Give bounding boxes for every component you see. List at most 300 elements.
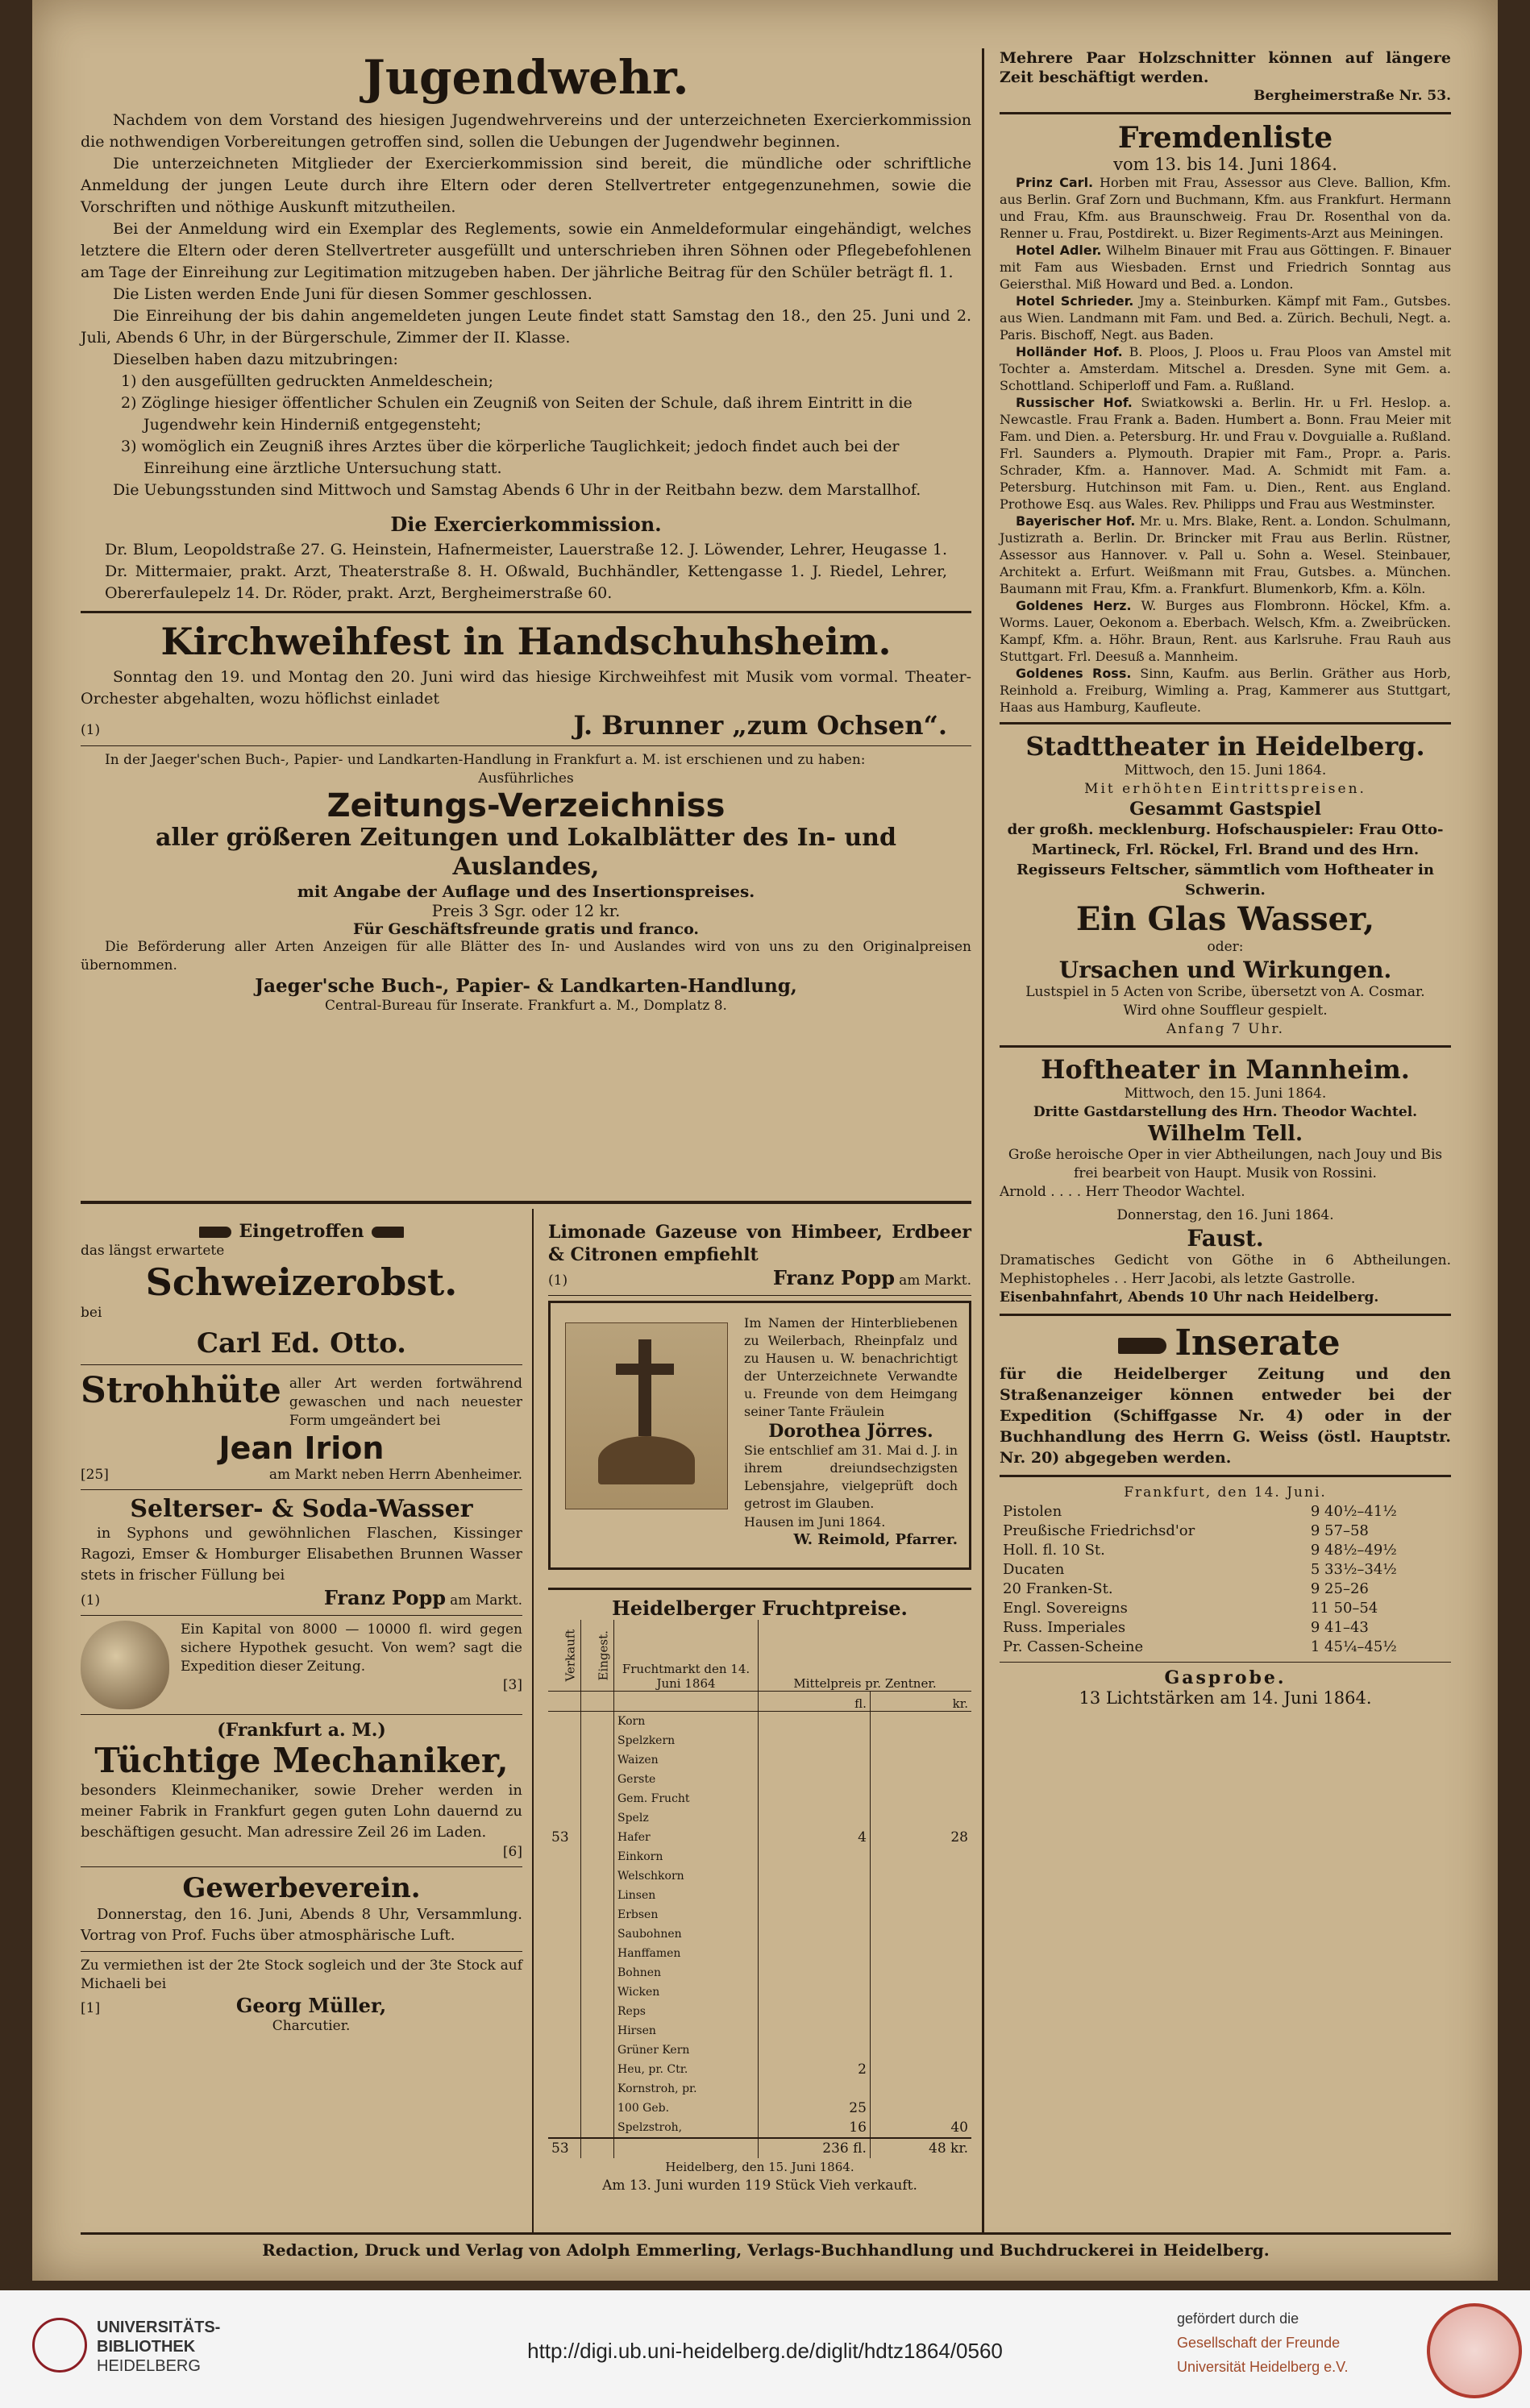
table-cell: Engl. Sovereigns (1003, 1600, 1128, 1617)
table-cell (581, 1808, 614, 1828)
table-cell (581, 2002, 614, 2021)
zeitung-title: Zeitungs-Verzeichniss (326, 787, 726, 824)
table-cell: 11 50–54 (1310, 1600, 1378, 1617)
divider-bottom (81, 2232, 1451, 2235)
st-play2: Ursachen und Wirkungen. (1058, 957, 1392, 983)
popp-name: Franz Popp (323, 1586, 447, 1609)
table-cell (548, 1750, 581, 1770)
table-cell: 4 (759, 1828, 871, 1847)
table-row (548, 1847, 971, 1866)
divider (1000, 1314, 1451, 1316)
hotel-guests: Sinn, Kaufm. aus Berlin. Gräther aus Horb, Reinhold a. Freiburg, Wimling a. Prag, Kammerer aus Stuttgart, Haas aus Hamburg, Kaufleute. (1000, 666, 1452, 715)
hotel-name: Prinz Carl. (1016, 175, 1094, 190)
hotel-guests: Wilhelm Binauer mit Frau aus Göttingen. F. Binauer mit Fam aus Wiesbaden. Ernst und Friedrich Sonntag aus Geiersthal. Miß Howard und Bed. a. London. (1000, 243, 1451, 292)
divider (81, 611, 971, 613)
hotel-guests: Swiatkowski a. Berlin. Hr. u Frl. Heslop. a. Newcastle. Frau Frank a. Baden. Humbert a. Bonn. Frau Meier mit Fam. und Dien. a. Petersburg. Hr. und Frau v. Dovguialle a. Rußland. Frl. Saunders a. Plymouth. Drapier mit Fam., Propr. a. Paris. Schrader, Kfm. a. Hannover. Mad. A. Schmidt mit Fam. a. Petersburg. Hutchinson mit Fam. u. Dien., Rent. aus England. Prothowe Esq. aus Wales. Rev. Philipps und Frau aus Westminster. (1000, 395, 1451, 512)
divider (81, 1951, 522, 1952)
st-oder: oder: (1207, 939, 1244, 955)
grave-cross-icon (565, 1322, 728, 1509)
gewerbe-text: Donnerstag, den 16. Juni, Abends 8 Uhr, Versammlung. Vortrag von Prof. Fuchs über atmosphärische Luft. (81, 1906, 522, 1944)
table-row (548, 1924, 971, 1944)
table-row (548, 2041, 971, 2060)
column-rule-left (532, 1209, 534, 2232)
sponsor-line-3: Universität Heidelberg e.V. (1177, 2359, 1349, 2375)
st-play: Ein Glas Wasser, (1075, 900, 1375, 938)
st-text: Lustspiel in 5 Acten von Scribe, übersetzt von A. Cosmar. (1025, 984, 1425, 1000)
table-cell (548, 2021, 581, 2041)
obituary-name: Dorothea Jörres. (768, 1421, 933, 1442)
table-cell (548, 1770, 581, 1789)
list-item: 3) womöglich ein Zeugniß ihres Arztes über die körperliche Tauglichkeit; jedoch findet auch bei der Einreihung eine ärztliche Untersuchung statt. (121, 438, 900, 477)
irion-num: [25] (81, 1467, 109, 1483)
hotel-name: Russischer Hof. (1016, 395, 1133, 410)
inserate-title: Inserate (1175, 1322, 1341, 1364)
mh-eisen: Eisenbahnfahrt, Abends 10 Uhr nach Heidelberg. (1000, 1289, 1379, 1306)
limonade-text: Limonade Gazeuse von Himbeer, Erdbeer & Citronen empfiehlt (548, 1222, 971, 1265)
zeitung-firm2: Central-Bureau für Inserate. Frankfurt a. M., Domplatz 8. (325, 998, 727, 1014)
list-item (1000, 293, 1451, 343)
geld-table (1000, 1502, 1451, 1657)
divider (1000, 1662, 1451, 1663)
zeitung-section (81, 751, 971, 1015)
inserate-text: für die Heidelberger Zeitung und den Straßenanzeiger können entweder bei der Expedition (Schiffgasse Nr. 4) oder in der Buchhandlung des Herrn G. Weiss (östl. Hauptstr. Nr. 20) abgegeben werden. (1000, 1365, 1451, 1467)
table-cell (548, 1905, 581, 1924)
strohhuete-title: Strohhüte (81, 1370, 281, 1411)
table-cell: Waizen (614, 1750, 759, 1770)
money-bag-icon (81, 1621, 169, 1709)
table-row (548, 1712, 971, 1732)
table-row (1000, 1502, 1451, 1522)
selters-num: (1) (81, 1592, 101, 1609)
holz-text: Mehrere Paar Holzschnitter können auf längere Zeit beschäftigt werden. (1000, 49, 1451, 86)
table-row (548, 2079, 971, 2099)
table-cell: Wicken (614, 1982, 759, 2002)
hotel-guests: W. Burges aus Flombronn. Höckel, Kfm. a. Worms. Lauer, Oekonom a. Eberbach. Welsch, Kfm. a. Zweibrücken. Kampf, Kfm. a. Höhr. Braun, Rent. aus Karlsruhe. Frau Rauh aus Stuttgart. Frl. Deesuß a. Mannheim. (1000, 598, 1451, 664)
table-cell (759, 1944, 871, 1963)
mueller-name: Georg Müller, (235, 1994, 387, 2017)
strohhuete-text: aller Art werden fortwährend gewaschen und nach neuester Form umgeändert bei (289, 1376, 522, 1429)
table-cell (581, 1770, 614, 1789)
pointing-hand-icon (372, 1227, 404, 1238)
zeitung-text: Die Beförderung aller Arten Anzeigen für alle Blätter des In- und Auslandes wird von uns zu den Originalpreisen übernommen. (81, 939, 971, 974)
table-cell (759, 1731, 871, 1750)
table-row (1000, 1541, 1451, 1560)
middle-column (548, 1221, 971, 2195)
table-cell: Erbsen (614, 1905, 759, 1924)
table-cell (870, 1789, 971, 1808)
hotel-guests: Mr. u. Mrs. Blake, Rent. a. London. Schulmann, Justizrath a. Berlin. Dr. Brincker mit Frau aus Berlin. Rüstner, Assessor aus Hannover. v. Pall u. Sohn a. Wesel. Steinbauer, Architekt a. Erfurt. Weißmann mit Frau, Gutsbes. a. München. Baumann mit Frau, Kfm. a. Frankfurt. Blumenkorb, Kfm. a. Köln. (1000, 513, 1451, 596)
table-cell (581, 1828, 614, 1847)
table-cell (581, 1905, 614, 1924)
table-cell (548, 1712, 581, 1732)
kapital-num: [3] (502, 1677, 522, 1693)
signature-title: Die Exercierkommission. (390, 513, 662, 536)
table-cell (870, 1712, 971, 1732)
limo-addr: am Markt. (899, 1273, 971, 1289)
table-cell: 9 48½–49½ (1310, 1542, 1397, 1559)
table-cell (581, 2060, 614, 2079)
limo-num: (1) (548, 1273, 568, 1289)
frankfurt-label: (Frankfurt a. M.) (217, 1720, 386, 1741)
table-cell: Spelz (614, 1808, 759, 1828)
mannheim-title: Hoftheater in Mannheim. (1041, 1054, 1410, 1085)
mh-faust: Faust. (1187, 1225, 1264, 1252)
mh-faust-text: Dramatisches Gedicht von Göthe in 6 Abtheilungen. Mephistopheles . . Herr Jacobi, als letzte Gastrolle. (1000, 1252, 1451, 1287)
fremdenliste-date: vom 13. bis 14. Juni 1864. (1113, 155, 1337, 174)
signature-names: Dr. Blum, Leopoldstraße 27. G. Heinstein, Hafnermeister, Lauerstraße 12. J. Löwender, Lehrer, Heugasse 1. Dr. Mittermaier, prakt. Arzt, Theaterstraße 8. H. Oßwald, Buchhändler, Kettengasse 1. J. Riedel, Lehrer, Obererfaulepelz 14. Dr. Röder, prakt. Arzt, Bergheimerstraße 60. (105, 541, 947, 602)
fremdenliste-title: Fremdenliste (1117, 121, 1333, 155)
table-row (548, 2118, 971, 2138)
table-cell: 5 33½–34½ (1310, 1561, 1397, 1578)
table-cell (759, 1886, 871, 1905)
table-row (548, 1866, 971, 1886)
table-cell (548, 1847, 581, 1866)
hotel-name: Goldenes Herz. (1016, 598, 1132, 613)
divider (1000, 112, 1451, 114)
table-cell (581, 2079, 614, 2099)
table-cell (581, 2099, 614, 2118)
table-cell (548, 1924, 581, 1944)
hotel-name: Bayerischer Hof. (1016, 513, 1136, 529)
table-row (548, 2060, 971, 2079)
table-cell: Linsen (614, 1886, 759, 1905)
jugendwehr-paragraph: Nachdem von dem Vorstand des hiesigen Jugendwehrvereins und der unterzeichneten Exercierkommission die nothwendigen Vorbereitungen getroffen sind, sollen die Uebungen der Jugendwehr beginnen. (81, 111, 971, 151)
table-cell (548, 1982, 581, 2002)
table-cell (870, 1808, 971, 1828)
list-item (1000, 174, 1451, 242)
table-cell: Reps (614, 2002, 759, 2021)
table-cell (548, 2099, 581, 2118)
hotel-name: Hotel Schrieder. (1016, 293, 1134, 309)
jugendwehr-list (81, 371, 971, 480)
vieh-text: Am 13. Juni wurden 119 Stück Vieh verkauft. (602, 2178, 917, 2194)
zeitung-price: Preis 3 Sgr. oder 12 kr. (431, 901, 621, 920)
table-cell (759, 1982, 871, 2002)
table-row (548, 2002, 971, 2021)
table-cell (548, 1866, 581, 1886)
table-cell (870, 2041, 971, 2060)
mueller-num: [1] (81, 2000, 101, 2016)
frucht-head-markt: Fruchtmarkt den 14. Juni 1864 (614, 1620, 759, 1692)
zeitung-title3: mit Angabe der Auflage und des Insertionspreises. (297, 882, 755, 901)
table-cell: Ducaten (1003, 1561, 1065, 1578)
left-wide-column (81, 48, 971, 1015)
library-name-1: UNIVERSITÄTS- (97, 2319, 221, 2336)
frucht-head-preis: Mittelpreis pr. Zentner. (759, 1620, 972, 1692)
table-cell (870, 1924, 971, 1944)
table-cell (548, 2041, 581, 2060)
hotel-name: Goldenes Ross. (1016, 666, 1132, 681)
frucht-sub-kr: kr. (870, 1692, 971, 1712)
table-cell (548, 1963, 581, 1982)
kapital-text: Ein Kapital von 8000 — 10000 fl. wird gegen sichere Hypothek gesucht. Von wem? sagt die Expedition dieser Zeitung. (181, 1621, 522, 1675)
st-gast-text: der großh. mecklenburg. Hofschauspieler: Frau Otto-Martineck, Frl. Röckel, Frl. Brand und des Hrn. Regisseurs Feltscher, sämmtlich vom Hoftheater in Schwerin. (1007, 821, 1444, 899)
gewerbe-title: Gewerbeverein. (182, 1872, 421, 1904)
table-cell (548, 1731, 581, 1750)
table-cell (759, 1712, 871, 1732)
table-cell (581, 2138, 614, 2158)
permalink[interactable]: http://digi.ub.uni-heidelberg.de/diglit/hdtz1864/0560 (527, 2339, 1003, 2363)
table-cell: 9 40½–41½ (1310, 1503, 1397, 1520)
table-cell (759, 1789, 871, 1808)
table-cell (581, 1866, 614, 1886)
table-cell (581, 1789, 614, 1808)
table-cell: Russ. Imperiales (1003, 1619, 1126, 1636)
table-cell: Korn (614, 1712, 759, 1732)
table-cell: Holl. fl. 10 St. (1003, 1542, 1105, 1559)
table-cell: Hafer (614, 1828, 759, 1847)
hotel-guests: Horben mit Frau, Assessor aus Cleve. Ballion, Kfm. aus Berlin. Graf Zorn und Buchmann, Kfm. aus Frankfurt. Hermann und Frau, Kfm. aus Braunschweig. Frau Dr. Rosenthal von da. Renner u. Frau, Postdirekt. u. Bizer Regiments-Arzt aus Meiningen. (1000, 175, 1452, 241)
table-cell (581, 2041, 614, 2060)
table-row (1000, 1638, 1451, 1657)
table-cell (548, 2079, 581, 2099)
library-name-3: HEIDELBERG (97, 2357, 201, 2375)
frucht-title: Heidelberger Fruchtpreise. (612, 1596, 908, 1620)
mh-date2: Donnerstag, den 16. Juni 1864. (1116, 1207, 1334, 1223)
table-cell: 20 Franken-St. (1003, 1580, 1113, 1597)
table-cell: 40 (870, 2118, 971, 2138)
geld-head: Frankfurt, den 14. Juni. (1124, 1484, 1327, 1501)
table-cell (870, 1963, 971, 1982)
irion-addr: am Markt neben Herrn Abenheimer. (268, 1467, 522, 1483)
table-cell: Grüner Kern (614, 2041, 759, 2060)
mh-play: Wilhelm Tell. (1147, 1122, 1303, 1146)
divider (81, 1615, 522, 1616)
table-cell (870, 2079, 971, 2099)
hotel-guests: B. Ploos, J. Ploos u. Frau Ploos van Amstel mit Tochter a. Amsterdam. Mitschel a. Dresden. Syne mit Gem. a. Schottland. Schiperloff und Fam. a. Rußland. (1000, 344, 1451, 393)
table-row (548, 1886, 971, 1905)
schweizerobst-title: Schweizerobst. (145, 1260, 458, 1304)
kirchweih-name: J. Brunner „zum Ochsen“. (573, 710, 947, 741)
sponsor-line-1: gefördert durch die (1177, 2310, 1299, 2327)
list-item (1000, 665, 1451, 716)
table-cell (870, 1731, 971, 1750)
table-cell: 53 (551, 1829, 569, 1845)
table-cell: 1 45¼–45½ (1310, 1638, 1397, 1655)
table-cell (759, 1924, 871, 1944)
table-cell (581, 2021, 614, 2041)
table-cell (614, 2138, 759, 2158)
st-date: Mittwoch, den 15. Juni 1864. (1124, 762, 1327, 778)
selters-title: Selterser- & Soda-Wasser (130, 1495, 473, 1523)
table-cell (581, 1982, 614, 2002)
newspaper-page (32, 0, 1498, 2281)
zeitung-intro: In der Jaeger'schen Buch-, Papier- und Landkarten-Handlung in Frankfurt a. M. ist erschienen und zu haben: (105, 752, 866, 768)
mh-date: Mittwoch, den 15. Juni 1864. (1124, 1086, 1327, 1102)
table-row (548, 2099, 971, 2118)
digitization-footer (0, 2290, 1530, 2408)
table-row (548, 2021, 971, 2041)
table-row (548, 1905, 971, 1924)
list-item (1000, 513, 1451, 597)
table-cell (759, 2002, 871, 2021)
table-cell (870, 1944, 971, 1963)
table-cell: 9 41–43 (1310, 1619, 1369, 1636)
jugendwehr-paragraph: Die Listen werden Ende Juni für diesen Sommer geschlossen. (113, 285, 592, 303)
table-cell (870, 1886, 971, 1905)
table-row (548, 1828, 971, 1847)
table-cell (870, 2002, 971, 2021)
list-item: 1) den ausgefüllten gedruckten Anmeldeschein; (121, 372, 494, 390)
otto-name: Carl Ed. Otto. (196, 1327, 407, 1360)
jugendwehr-section (81, 50, 971, 604)
table-cell (581, 1712, 614, 1732)
table-row (548, 1750, 971, 1770)
table-row (1000, 1580, 1451, 1599)
jugendwehr-paragraph: Die Einreihung der bis dahin angemeldeten jungen Leute findet statt Samstag den 18., den 25. Juni und 2. Juli, Abends 6 Uhr, in der Bürgerschule, Zimmer der II. Klasse. (81, 307, 971, 347)
divider (1000, 722, 1451, 724)
table-cell (759, 1750, 871, 1770)
obituary-place: Hausen im Juni 1864. (744, 1514, 886, 1530)
obituary-signature: W. Reimold, Pfarrer. (793, 1531, 958, 1548)
right-column (1000, 48, 1451, 1708)
table-cell (759, 1847, 871, 1866)
table-cell (759, 1866, 871, 1886)
obituary-text2: Sie entschlief am 31. Mai d. J. in ihrem dreiundsechzigsten Lebensjahre, vielgeprüft doch getrost im Glauben. (744, 1443, 958, 1511)
table-cell: Heu, pr. Ctr. (614, 2060, 759, 2079)
table-cell (548, 1944, 581, 1963)
table-cell: Kornstroh, pr. (614, 2079, 759, 2099)
table-cell (548, 1789, 581, 1808)
holz-addr: Bergheimerstraße Nr. 53. (1254, 88, 1451, 104)
table-cell: Spelzkern (614, 1731, 759, 1750)
table-cell: Einkorn (614, 1847, 759, 1866)
table-cell (581, 1944, 614, 1963)
frucht-head-eingest: Eingest. (581, 1620, 614, 1692)
list-item (1000, 597, 1451, 665)
table-cell (548, 1886, 581, 1905)
table-cell (870, 1982, 971, 2002)
zeitung-gratis: Für Geschäftsfreunde gratis und franco. (352, 920, 700, 938)
table-cell (581, 1750, 614, 1770)
table-cell: Hirsen (614, 2021, 759, 2041)
pointing-hand-icon (199, 1227, 231, 1238)
table-row (548, 2138, 971, 2158)
eingetroffen: Eingetroffen (239, 1221, 364, 1242)
kirchweih-section (81, 620, 971, 741)
limo-name: Franz Popp (772, 1266, 896, 1289)
table-cell (548, 2060, 581, 2079)
frucht-footer: Heidelberg, den 15. Juni 1864. (665, 2160, 854, 2174)
kirchweih-title: Kirchweihfest in Handschuhsheim. (160, 620, 892, 663)
table-cell: Pistolen (1003, 1503, 1062, 1520)
table-cell (581, 1886, 614, 1905)
table-cell: 25 (759, 2099, 871, 2118)
imprint: Redaction, Druck und Verlag von Adolph Emmerling, Verlags-Buchhandlung und Buchdruckerei in Heidelberg. (262, 2240, 1270, 2260)
mh-arnold: Arnold . . . . Herr Theodor Wachtel. (1000, 1184, 1245, 1200)
table-cell (581, 1963, 614, 1982)
list-item (1000, 242, 1451, 293)
divider (81, 745, 971, 746)
mechaniker-num: [6] (502, 1844, 522, 1860)
table-cell: Hanffamen (614, 1944, 759, 1963)
hotel-name: Hotel Adler. (1016, 243, 1102, 258)
table-cell (581, 1731, 614, 1750)
mechaniker-text: besonders Kleinmechaniker, sowie Dreher werden in meiner Fabrik in Frankfurt gegen guten Lohn dauernd zu beschäftigen gesucht. Man adressire Zeil 26 im Laden. (81, 1782, 522, 1841)
table-cell: 48 kr. (870, 2138, 971, 2158)
table-cell: Pr. Cassen-Scheine (1003, 1638, 1144, 1655)
table-cell: Gerste (614, 1770, 759, 1789)
table-cell: Spelzstroh, (614, 2118, 759, 2138)
jugendwehr-title: Jugendwehr. (363, 50, 689, 105)
column-rule-right (982, 48, 984, 2232)
table-cell (759, 2041, 871, 2060)
list-item (1000, 394, 1451, 513)
table-row (548, 1808, 971, 1828)
table-cell (759, 2021, 871, 2041)
table-cell: 2 (759, 2060, 871, 2079)
table-row (548, 1789, 971, 1808)
frucht-table (548, 1620, 971, 2158)
table-cell (870, 1866, 971, 1886)
divider (548, 1588, 971, 1590)
divider-heavy (81, 1201, 971, 1204)
table-row (1000, 1522, 1451, 1541)
table-cell: Gem. Frucht (614, 1789, 759, 1808)
table-row (548, 1770, 971, 1789)
table-row (1000, 1599, 1451, 1618)
table-cell (759, 2079, 871, 2099)
table-cell (581, 1924, 614, 1944)
mechaniker-title: Tüchtige Mechaniker, (94, 1741, 509, 1780)
table-cell (759, 1905, 871, 1924)
frucht-head-verkauft: Verkauft (548, 1620, 581, 1692)
table-cell: 100 Geb. (614, 2099, 759, 2118)
sponsor-seal-icon (1427, 2303, 1522, 2398)
table-cell (548, 2118, 581, 2138)
jugendwehr-paragraph: Dieselben haben dazu mitzubringen: (113, 351, 398, 368)
mueller-job: Charcutier. (272, 2018, 351, 2034)
table-cell (870, 2021, 971, 2041)
divider (1000, 1045, 1451, 1048)
table-cell (548, 2002, 581, 2021)
stadttheater-title: Stadttheater in Heidelberg. (1025, 731, 1425, 762)
zeitung-firm: Jaeger'sche Buch-, Papier- & Landkarten-Handlung, (255, 975, 797, 997)
st-souf: Wird ohne Souffleur gespielt. (1123, 1003, 1328, 1019)
mh-gast: Dritte Gastdarstellung des Hrn. Theodor Wachtel. (1033, 1104, 1418, 1120)
table-cell (870, 2060, 971, 2079)
frucht-sub-fl: fl. (759, 1692, 871, 1712)
table-cell (870, 1905, 971, 1924)
divider (81, 1364, 522, 1365)
left-narrow-column (81, 1221, 522, 2036)
table-cell (548, 1808, 581, 1828)
jugendwehr-closing: Die Uebungsstunden sind Mittwoch und Samstag Abends 6 Uhr in der Reitbahn bezw. dem Marstallhof. (113, 481, 921, 499)
table-cell: Saubohnen (614, 1924, 759, 1944)
divider (81, 1866, 522, 1867)
selters-text: in Syphons und gewöhnlichen Flaschen, Kissinger Ragozi, Emser & Homburger Elisabethen Brunnen Wasser stets in frischer Füllung bei (81, 1525, 522, 1584)
table-cell: Bohnen (614, 1963, 759, 1982)
divider (1000, 1475, 1451, 1477)
popp-addr: am Markt. (450, 1592, 522, 1609)
table-cell: 28 (870, 1828, 971, 1847)
table-row (548, 1963, 971, 1982)
table-cell: 16 (759, 2118, 871, 2138)
divider (548, 1295, 971, 1296)
table-cell (870, 1847, 971, 1866)
table-cell: 236 fl. (759, 2138, 871, 2158)
obituary-text: Im Namen der Hinterbliebenen zu Weilerbach, Rheinpfalz und zu Hausen u. W. benachrichtigt der Unterzeichnete Verwandte u. Freunde von dem Heimgang seiner Tante Fräulein (744, 1315, 958, 1419)
st-sub: Mit erhöhten Eintrittspreisen. (1084, 781, 1366, 797)
divider (81, 1489, 522, 1490)
mh-text: Große heroische Oper in vier Abtheilungen, nach Jouy und Bis frei bearbeit von Haupt. Musik von Rossini. (1008, 1147, 1443, 1181)
library-name-2: BIBLIOTHEK (97, 2338, 196, 2356)
table-row (548, 1982, 971, 2002)
zeitung-title2: aller größeren Zeitungen und Lokalblätter des In- und Auslandes, (156, 824, 896, 881)
hotel-guests: Jmy a. Steinburken. Kämpf mit Fam., Gutsbes. aus Wien. Landmann mit Fam. und Bed. a. Zürich. Bechuli, Negt. a. Paris. Bischoff, Negt. aus Baden. (1000, 293, 1451, 343)
table-cell (759, 1808, 871, 1828)
table-cell: 53 (551, 2140, 569, 2157)
